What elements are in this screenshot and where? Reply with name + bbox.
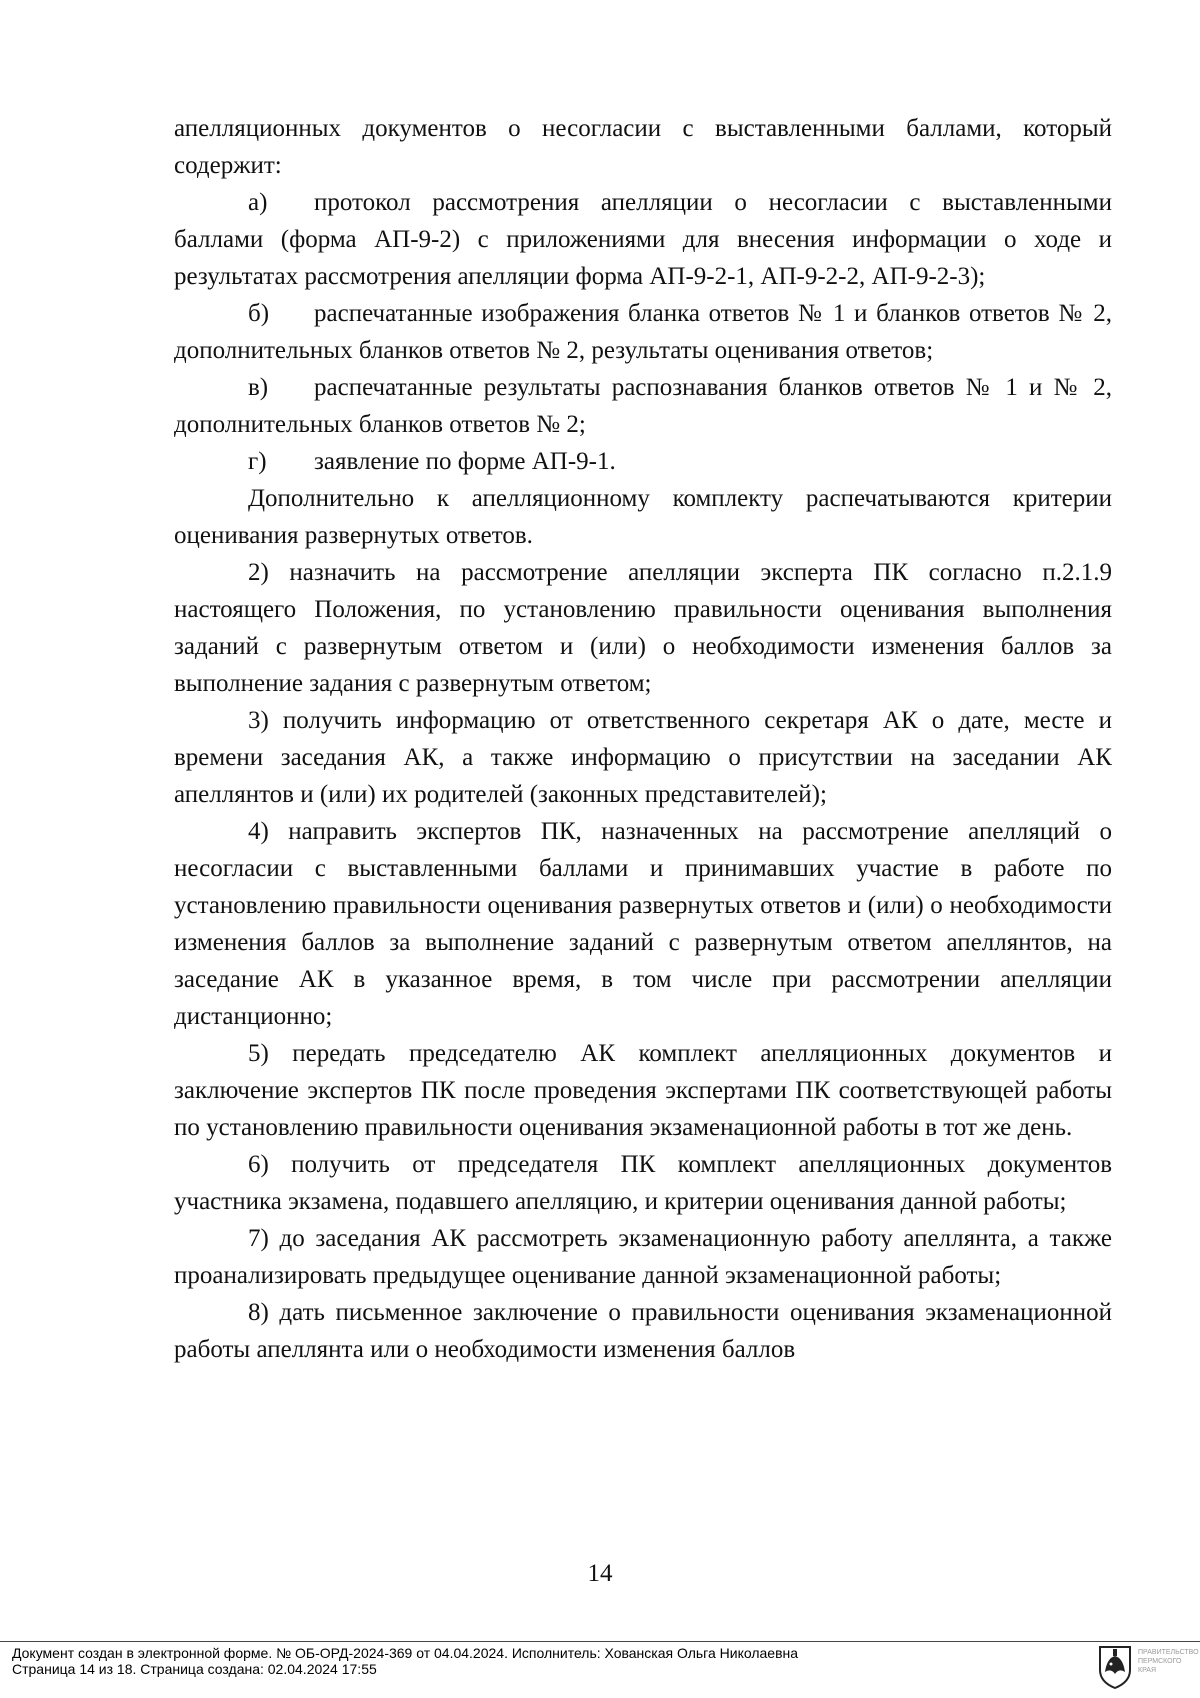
footer-page-info: Страница 14 из 18. Страница создана: 02.04.2024 17:55 bbox=[12, 1661, 377, 1677]
footer-document-info: Документ создан в электронной форме. № ОБ-ОРД-2024-369 от 04.04.2024. Исполнитель: Хованская Ольга Николаевна bbox=[12, 1645, 799, 1661]
list-marker: г) bbox=[248, 448, 267, 475]
seal-line: ПЕРМСКОГО bbox=[1138, 1658, 1182, 1665]
footer-divider bbox=[0, 1641, 1200, 1642]
seal-text bbox=[1138, 1648, 1199, 1675]
document-footer bbox=[12, 1645, 798, 1677]
paragraph-item-5: 5) передать председателю АК комплект апелляционных документов и заключение экспертов ПК после проведения экспертами ПК соответствующей работы по установлению правильности оценивания экзаменационной работы в тот же день. bbox=[174, 1040, 1112, 1141]
paragraph-item-4: 4) направить экспертов ПК, назначенных на рассмотрение апелляций о несогласии с выставленными баллами и принимавших участие в работе по установлению правильности оценивания развернутых ответов и (или) о необходимости изменения баллов за выполнение заданий с развернутым ответом апеллянтов, на заседание АК в указанное время, в том числе при рассмотрении апелляции дистанционно; bbox=[174, 818, 1112, 1030]
paragraph-item-2: 2) назначить на рассмотрение апелляции эксперта ПК согласно п.2.1.9 настоящего Положения, по установлению правильности оценивания выполнения заданий с развернутым ответом и (или) о необходимости изменения баллов за выполнение задания с развернутым ответом; bbox=[174, 559, 1112, 697]
list-item-b bbox=[174, 295, 1112, 369]
page-number: 14 bbox=[587, 1560, 613, 1587]
list-marker: в) bbox=[248, 374, 269, 401]
list-item-text: распечатанные изображения бланка ответов № 1 и бланков ответов № 2, дополнительных бланков ответов № 2, результаты оценивания ответов; bbox=[174, 300, 1112, 364]
document-body bbox=[174, 110, 1112, 1368]
coat-of-arms-icon bbox=[1097, 1644, 1133, 1690]
seal-line: ПРАВИТЕЛЬСТВО bbox=[1138, 1649, 1199, 1656]
paragraph-intro: апелляционных документов о несогласии с выставленными баллами, который содержит: bbox=[174, 115, 1112, 179]
list-item-text: заявление по форме АП-9-1. bbox=[314, 448, 616, 475]
list-marker: б) bbox=[248, 300, 270, 327]
list-item-text: протокол рассмотрения апелляции о несогласии с выставленными баллами (форма АП-9-2) с приложениями для внесения информации о ходе и результатах рассмотрения апелляции форма АП-9-2-1, АП-9-2-2, АП-9-2-3); bbox=[174, 189, 1112, 290]
paragraph-item-7: 7) до заседания АК рассмотреть экзаменационную работу апеллянта, а также проанализировать предыдущее оценивание данной экзаменационной работы; bbox=[174, 1225, 1112, 1289]
list-item-text: распечатанные результаты распознавания бланков ответов № 1 и № 2, дополнительных бланков ответов № 2; bbox=[174, 374, 1112, 438]
list-item-g bbox=[174, 443, 1112, 480]
paragraph-item-3: 3) получить информацию от ответственного секретаря АК о дате, месте и времени заседания АК, а также информацию о присутствии на заседании АК апеллянтов и (или) их родителей (законных представителей); bbox=[174, 707, 1112, 808]
seal-line: КРАЯ bbox=[1138, 1667, 1157, 1674]
list-item-v bbox=[174, 369, 1112, 443]
list-marker: а) bbox=[248, 189, 268, 216]
paragraph-item-8: 8) дать письменное заключение о правильности оценивания экзаменационной работы апеллянта или о необходимости изменения баллов bbox=[174, 1299, 1112, 1363]
paragraph-item-6: 6) получить от председателя ПК комплект апелляционных документов участника экзамена, подавшего апелляцию, и критерии оценивания данной работы; bbox=[174, 1151, 1112, 1215]
list-item-a bbox=[174, 184, 1112, 295]
paragraph-additional: Дополнительно к апелляционному комплекту распечатываются критерии оценивания развернутых ответов. bbox=[174, 485, 1112, 549]
